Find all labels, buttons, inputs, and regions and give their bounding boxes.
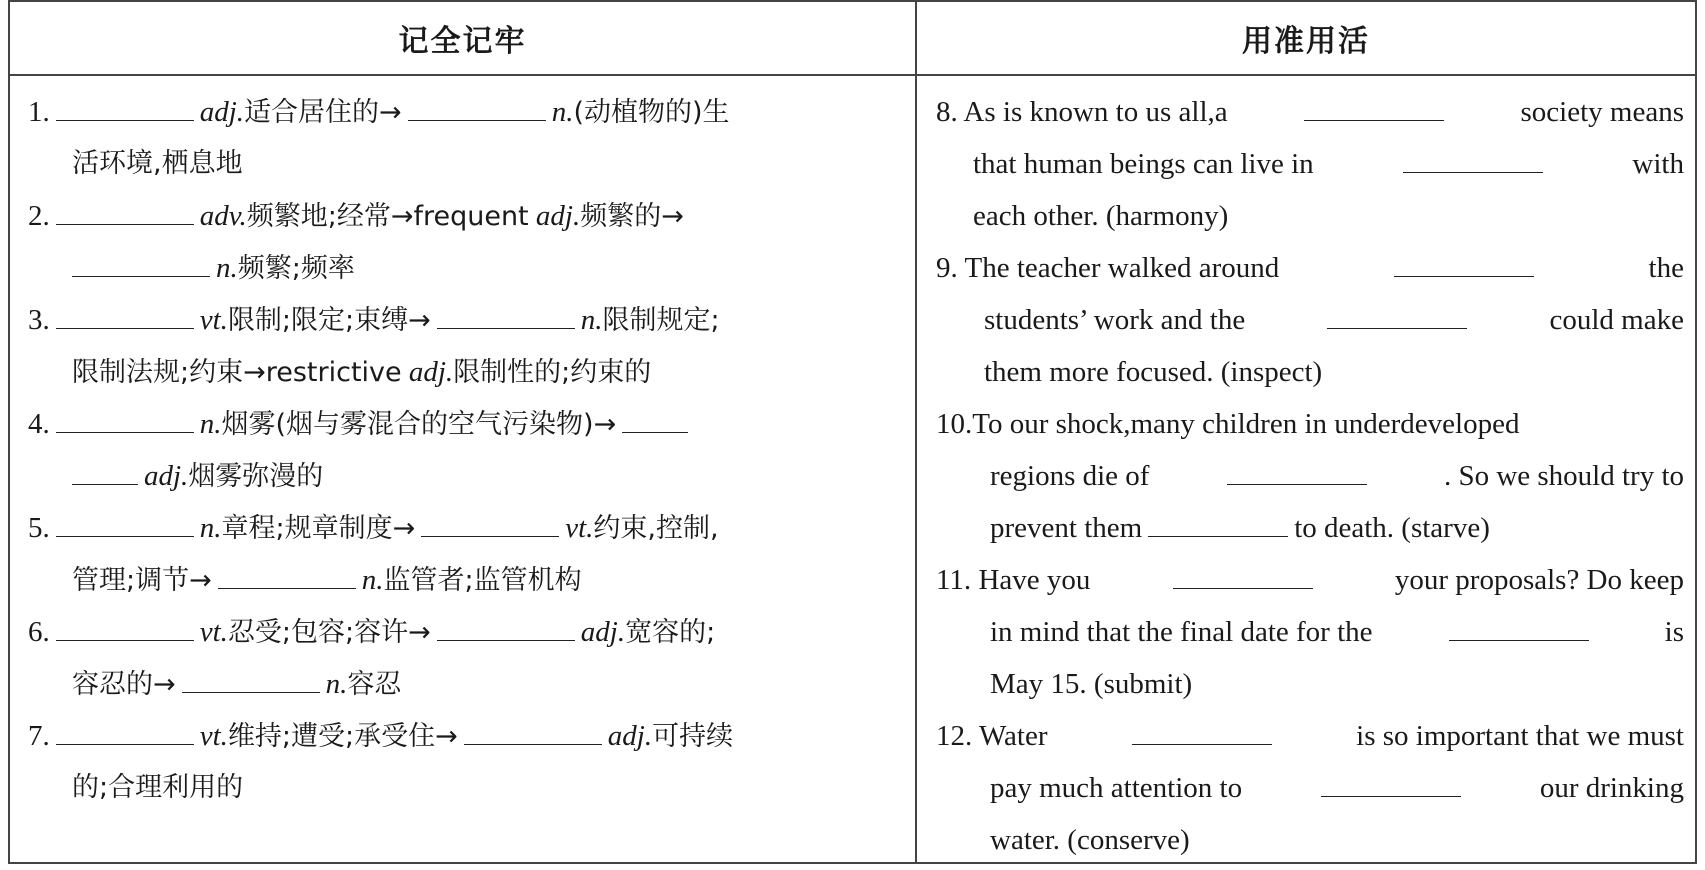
part-of-speech: adj. xyxy=(144,460,189,492)
answer-blank[interactable] xyxy=(1304,90,1444,121)
answer-blank[interactable] xyxy=(437,610,575,641)
answer-blank[interactable] xyxy=(56,402,194,433)
definition-text: 频繁的→ xyxy=(580,201,684,232)
sentence-text: could make xyxy=(1549,304,1684,336)
answer-blank[interactable] xyxy=(1321,766,1461,797)
item-number: 12. xyxy=(936,720,973,752)
answer-blank[interactable] xyxy=(1173,558,1313,589)
answer-blank[interactable] xyxy=(56,194,194,225)
part-of-speech: adj. xyxy=(199,96,245,128)
vocab-item-7 xyxy=(28,710,906,814)
item-number: 4. xyxy=(28,408,50,440)
right-column-title: 用准用活 xyxy=(1242,24,1370,59)
column-divider xyxy=(915,2,917,862)
sentence-text: regions die of xyxy=(990,460,1150,492)
answer-blank-continued[interactable] xyxy=(72,454,138,485)
part-of-speech: vt. xyxy=(565,512,594,544)
vocab-item-2 xyxy=(28,190,906,294)
vocab-item-3 xyxy=(28,294,906,398)
definition-text: 宽容的; xyxy=(625,617,716,648)
sentence-text: To our shock,many children in underdeveloped xyxy=(972,408,1520,440)
sentence-text: . So we should try to xyxy=(1443,460,1684,492)
definition-text: 限制规定; xyxy=(602,305,720,336)
definition-text: 章程;规章制度→ xyxy=(221,513,416,544)
definition-text: 可持续 xyxy=(652,721,734,752)
vocab-item-6 xyxy=(28,606,906,710)
definition-text: 忍受;包容;容许→ xyxy=(227,617,431,648)
sentence-text: Have you xyxy=(978,564,1091,596)
sentence-text: students’ work and the xyxy=(984,304,1246,336)
definition-text: 烟雾弥漫的 xyxy=(188,461,324,492)
usage-item-11 xyxy=(936,554,1684,710)
part-of-speech: n. xyxy=(199,408,222,440)
definition-text: 管理;调节→ xyxy=(72,565,212,596)
answer-blank[interactable] xyxy=(56,506,194,537)
item-number: 9. xyxy=(936,252,958,284)
sentence-text: to death. (starve) xyxy=(1294,512,1490,544)
sentence-text: with xyxy=(1632,148,1684,180)
item-number: 1. xyxy=(28,96,50,128)
vocab-item-1 xyxy=(28,86,906,190)
definition-text: 限制性的;约束的 xyxy=(453,357,652,388)
usage-item-8 xyxy=(936,86,1684,242)
definition-text: 容忍 xyxy=(347,669,402,700)
part-of-speech: n. xyxy=(551,96,574,128)
part-of-speech: n. xyxy=(216,252,238,284)
vocab-item-5 xyxy=(28,502,906,606)
part-of-speech: adj. xyxy=(535,200,581,232)
usage-column xyxy=(936,86,1684,866)
part-of-speech: adv. xyxy=(199,200,247,232)
definition-text: 限制法规;约束→restrictive xyxy=(72,357,402,388)
sentence-text: is xyxy=(1664,616,1684,648)
vocabulary-column xyxy=(28,86,906,814)
answer-blank[interactable] xyxy=(56,610,194,641)
part-of-speech: adj. xyxy=(580,616,626,648)
part-of-speech: n. xyxy=(361,564,384,596)
usage-item-12 xyxy=(936,710,1684,866)
sentence-text: your proposals? Do keep xyxy=(1394,564,1684,596)
sentence-text: society means xyxy=(1520,96,1684,128)
answer-blank[interactable] xyxy=(421,506,559,537)
item-number: 10. xyxy=(936,408,973,440)
part-of-speech: vt. xyxy=(199,616,228,648)
item-number: 3. xyxy=(28,304,50,336)
sentence-text: our drinking xyxy=(1539,772,1684,804)
answer-blank[interactable] xyxy=(1227,454,1367,485)
item-number: 2. xyxy=(28,200,50,232)
sentence-text: May 15. (submit) xyxy=(990,668,1193,700)
sentence-text: As is known to us all,a xyxy=(963,96,1228,128)
sentence-text: in mind that the final date for the xyxy=(990,616,1373,648)
definition-text: 频繁地;经常→frequent xyxy=(246,201,529,232)
sentence-text: is so important that we must xyxy=(1356,720,1684,752)
definition-text: 限制;限定;束缚→ xyxy=(227,305,431,336)
sentence-text: pay much attention to xyxy=(990,772,1243,804)
part-of-speech: adj. xyxy=(408,356,454,388)
answer-blank[interactable] xyxy=(56,714,194,745)
sentence-text: The teacher walked around xyxy=(964,252,1280,284)
part-of-speech: n. xyxy=(325,668,348,700)
definition-text: 监管者;监管机构 xyxy=(383,565,582,596)
sentence-text: each other. (harmony) xyxy=(973,200,1229,232)
answer-blank[interactable] xyxy=(408,90,546,121)
definition-text: 维持;遭受;承受住→ xyxy=(227,721,458,752)
answer-blank[interactable] xyxy=(622,402,688,433)
answer-blank[interactable] xyxy=(56,90,194,121)
sentence-text: Water xyxy=(978,720,1048,752)
answer-blank[interactable] xyxy=(72,246,210,277)
exercise-table xyxy=(8,0,1697,864)
part-of-speech: n. xyxy=(199,512,222,544)
answer-blank[interactable] xyxy=(1148,506,1288,537)
answer-blank[interactable] xyxy=(1394,246,1534,277)
answer-blank[interactable] xyxy=(1449,610,1589,641)
definition-text: 的;合理利用的 xyxy=(72,772,244,803)
header-divider xyxy=(10,74,1695,76)
answer-blank[interactable] xyxy=(437,298,575,329)
definition-text: 适合居住的→ xyxy=(244,97,402,128)
answer-blank[interactable] xyxy=(1403,142,1543,173)
definition-text: 活环境,栖息地 xyxy=(72,148,243,179)
left-column-title: 记全记牢 xyxy=(398,24,527,59)
vocab-item-4 xyxy=(28,398,906,502)
sentence-text: water. (conserve) xyxy=(990,824,1190,856)
item-number: 7. xyxy=(28,720,50,752)
part-of-speech: n. xyxy=(580,304,603,336)
answer-blank[interactable] xyxy=(218,558,356,589)
answer-blank[interactable] xyxy=(1132,714,1272,745)
sentence-text: prevent them xyxy=(990,512,1143,544)
answer-blank[interactable] xyxy=(182,662,320,693)
usage-item-10 xyxy=(936,398,1684,554)
sentence-text: the xyxy=(1648,252,1684,284)
item-number: 8. xyxy=(936,96,958,128)
definition-text: 容忍的→ xyxy=(72,669,176,700)
part-of-speech: vt. xyxy=(199,720,228,752)
definition-text: 频繁;频率 xyxy=(237,253,355,284)
definition-text: 约束,控制, xyxy=(593,513,719,544)
part-of-speech: adj. xyxy=(607,720,653,752)
answer-blank[interactable] xyxy=(56,298,194,329)
item-number: 5. xyxy=(28,512,50,544)
part-of-speech: vt. xyxy=(199,304,228,336)
sentence-text: them more focused. (inspect) xyxy=(984,356,1323,388)
answer-blank[interactable] xyxy=(464,714,602,745)
definition-text: 烟雾(烟与雾混合的空气污染物)→ xyxy=(221,409,617,440)
usage-item-9 xyxy=(936,242,1684,398)
answer-blank[interactable] xyxy=(1327,298,1467,329)
item-number: 11. xyxy=(936,564,972,596)
definition-text: (动植物的)生 xyxy=(573,97,730,128)
item-number: 6. xyxy=(28,616,50,648)
sentence-text: that human beings can live in xyxy=(973,148,1314,180)
